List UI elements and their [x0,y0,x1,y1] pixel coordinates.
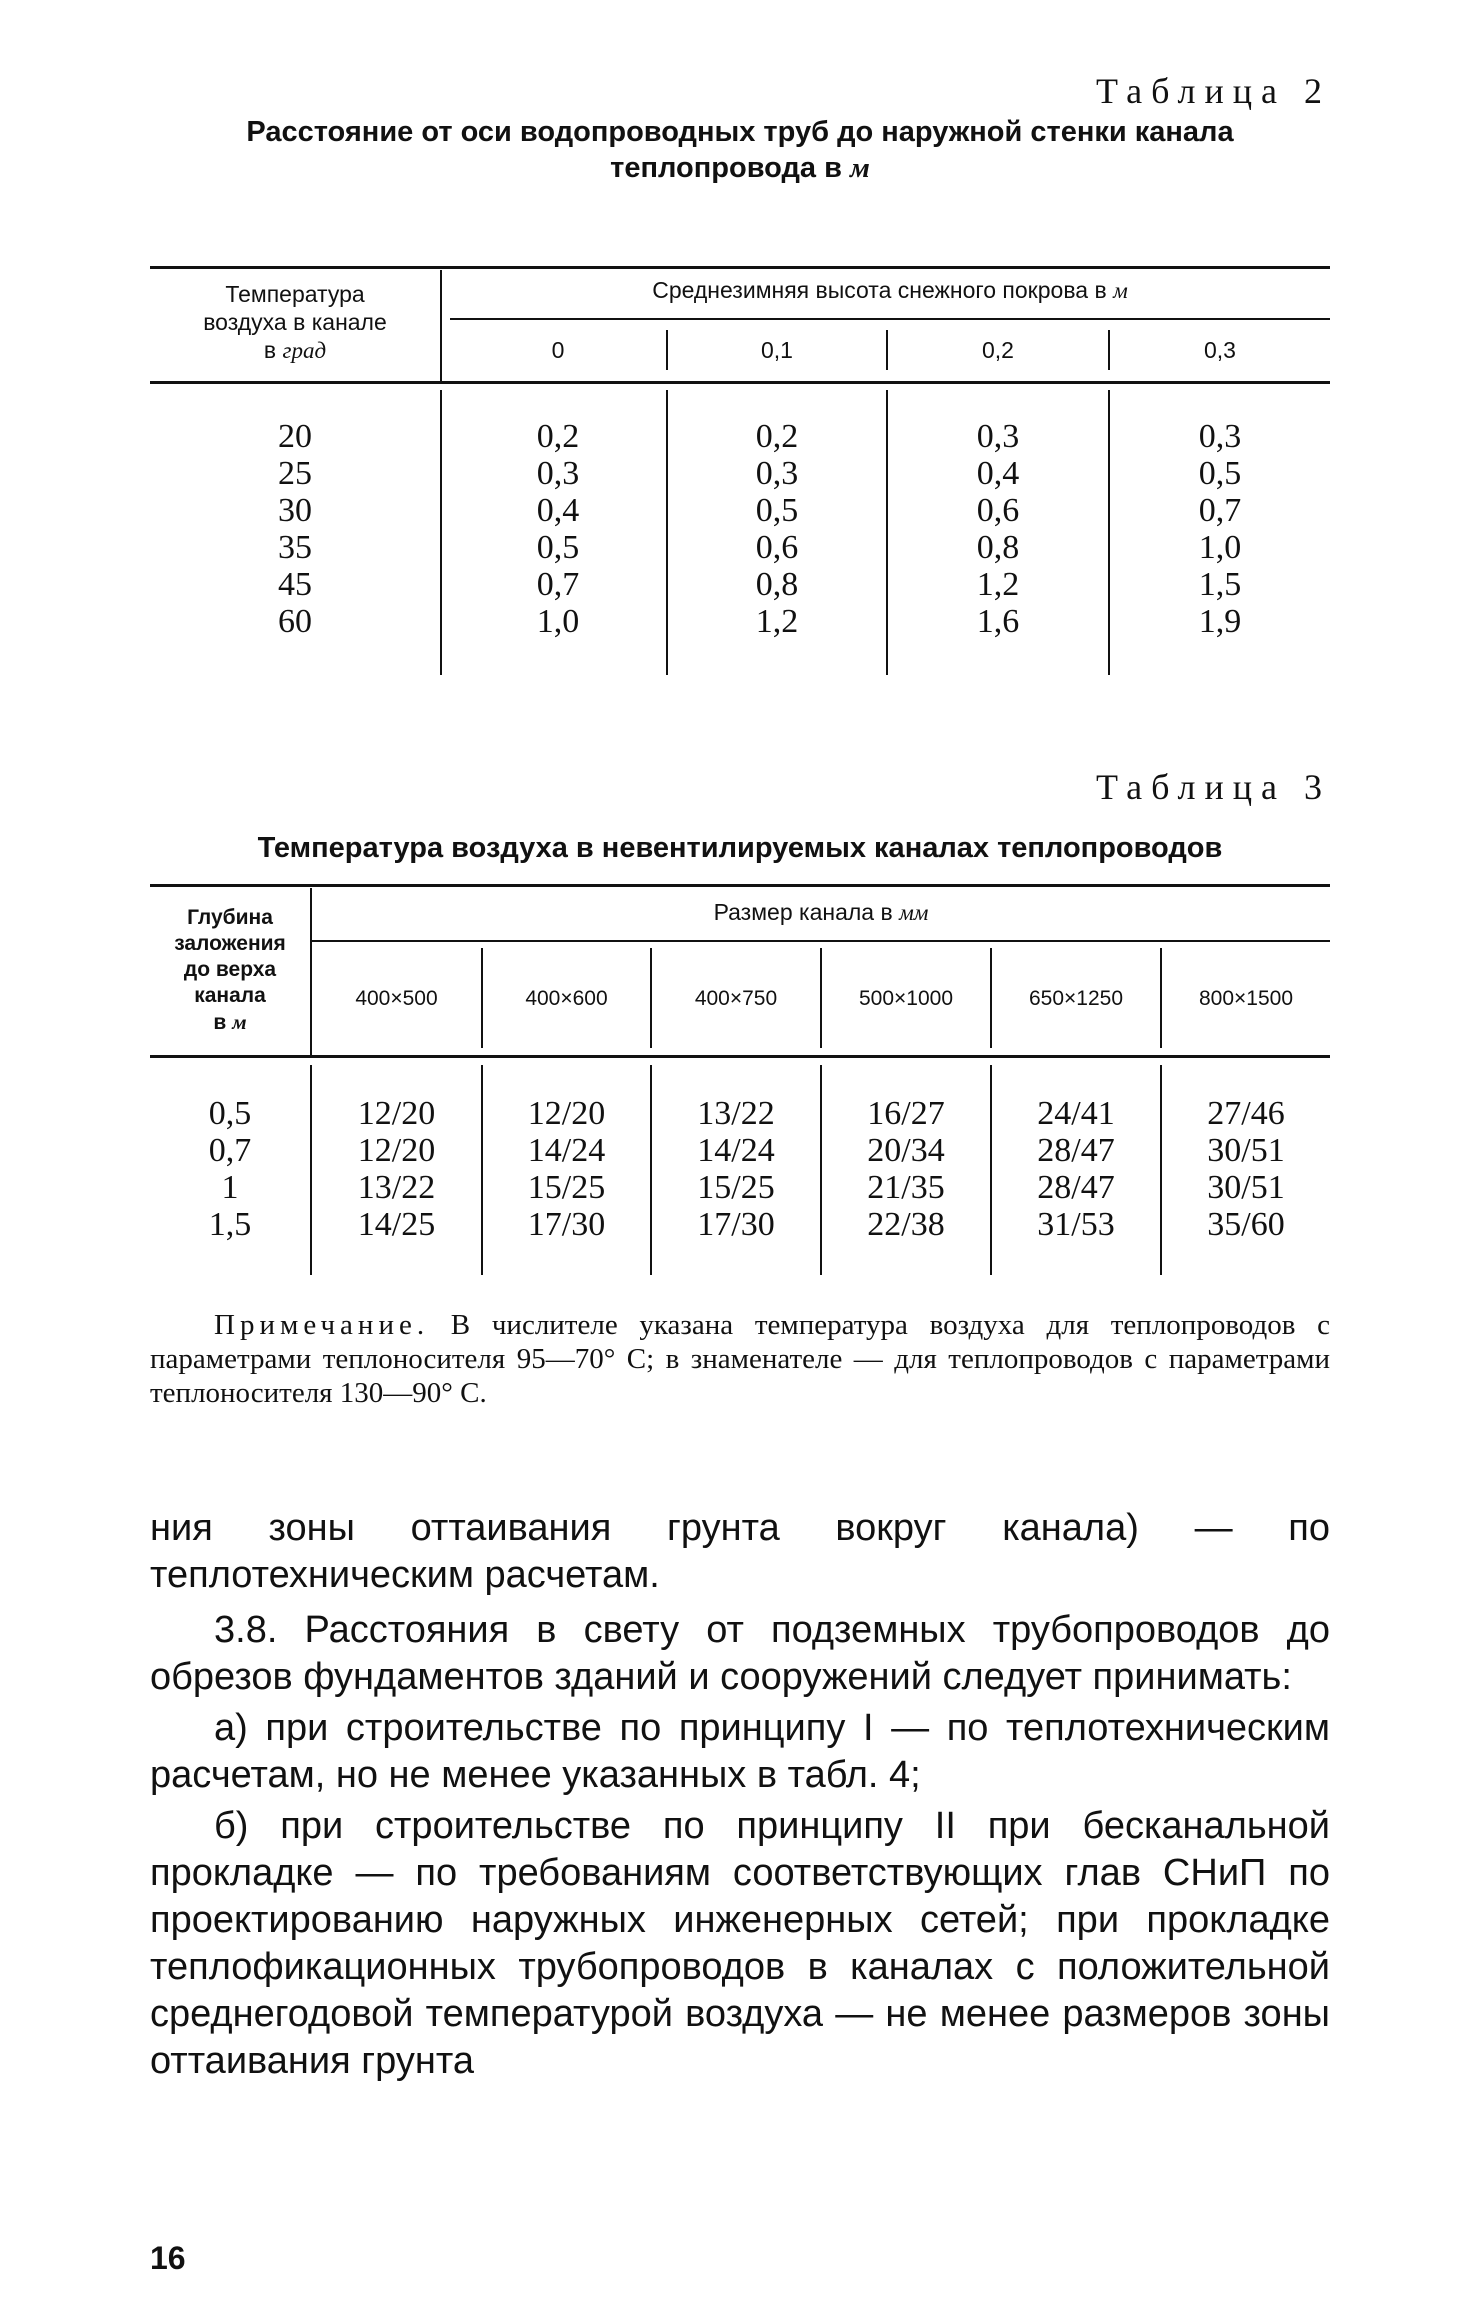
table2-column [450,418,666,640]
table3-note [150,1308,1330,1410]
table2-column [1110,418,1330,640]
table3-cell: 12/20 [357,1132,436,1169]
page-number: 16 [150,2240,186,2276]
table3-cell: 24/41 [1037,1095,1115,1132]
body-paragraph: б) при строительстве по принципу II при бесканальной прокладке — по требованиям соответствующих глав СНиП по проектированию наружных инженерных сетей; при прокладке теплофикационных трубопроводов в каналах с положительной среднегодовой температурой воздуха — не менее размеров зоны оттаивания грунта [150,1805,1330,2082]
table2-stub-header-prefix: в [263,337,277,363]
table2-title-text: Расстояние от оси водопроводных труб до наружной стенки канала теплопровода в [246,116,1234,184]
table3-cell: 15/25 [697,1169,775,1206]
table2-stub-divider-header [440,270,442,381]
table2-cell: 0,5 [755,492,799,529]
table2-cell: 0,8 [755,566,799,603]
table3-row-label: 0,5 [208,1095,252,1132]
table2-cell: 0,3 [1198,418,1242,455]
table2-group-header-text: Среднезимняя высота снежного покрова в [652,277,1107,303]
table3-stub-unit: м [232,1010,247,1034]
table3-top-rule [150,884,1330,887]
table2-cell: 0,5 [1198,455,1242,492]
table3-cell: 20/34 [867,1132,945,1169]
table3-cell: 28/47 [1037,1132,1115,1169]
table3-stub-header [150,905,310,1036]
table3-column [483,1095,650,1243]
table2-column [668,418,886,640]
table3-cell: 30/51 [1207,1169,1285,1206]
table2-row-label: 45 [278,566,312,603]
table3-column [312,1095,481,1243]
table2-group-header [450,276,1330,305]
table2-row-label: 60 [278,603,312,640]
table2-header-rule [150,381,1330,384]
table2-cell: 0,2 [755,418,799,455]
table3-cell: 14/24 [527,1132,606,1169]
table3-header-divider [312,940,1330,942]
table3-column [992,1095,1160,1243]
table2-stub-header-line: Температура [225,281,365,307]
table2-cell: 0,4 [976,455,1020,492]
table3-col-header: 500×1000 [858,987,954,1010]
table3-column [1162,1095,1330,1243]
table2-cell: 1,0 [1198,529,1242,566]
body-paragraph: а) при строительстве по принципу I — по теплотехническим расчетам, но не менее указанных в табл. 4; [150,1707,1330,1796]
table3-stub-header-line [150,1009,310,1036]
table3-stub-header-line: заложения [174,932,286,955]
table3-cell: 16/27 [867,1095,945,1132]
table2-col-header: 0,1 [761,337,793,363]
table2-cell: 0,6 [755,529,799,566]
table2-top-rule [150,266,1330,269]
table3-column [652,1095,820,1243]
table3-cell: 17/30 [697,1206,775,1243]
table3-cell: 12/20 [357,1095,436,1132]
table2-label: Таблица 2 [1096,71,1331,111]
table3-header-rule [150,1055,1330,1058]
table2-col-header: 0,3 [1204,337,1236,363]
table3-label: Таблица 3 [1096,767,1331,807]
table2-cell: 1,9 [1198,603,1242,640]
table2-group-unit: м [1113,278,1128,303]
table3-group-unit: мм [899,900,929,925]
table3-row-label: 1,5 [208,1206,252,1243]
table3-cell: 13/22 [357,1169,436,1206]
table2-row-label: 30 [278,492,312,529]
table3-row-label: 1 [221,1169,239,1206]
table3-column [822,1095,990,1243]
table2-cell: 0,4 [536,492,580,529]
table2-col-header: 0 [551,337,565,363]
table3-title: Температура воздуха в невентилируемых каналах теплопроводов [257,832,1223,864]
table3-stub-header-line: Глубина [187,906,273,929]
table3-col-header: 800×1500 [1198,987,1294,1010]
table3-group-header-text: Размер канала в [713,899,893,925]
table2-row-label: 25 [278,455,312,492]
table3-col-header: 400×750 [694,987,778,1010]
table3-group-header [312,898,1330,927]
table3-note-text: В числителе указана температура воздуха для теплопроводов с параметрами теплоносителя 95—70° С; в знаменателе — для теплопроводов с параметрами теплоносителя 130—90° С. [150,1309,1330,1409]
table3-cell: 35/60 [1207,1206,1285,1243]
table3-row-label: 0,7 [208,1132,252,1169]
table3-cell: 14/24 [697,1132,775,1169]
body-text [150,1505,1330,2085]
table3-stub-header-line: канала [194,984,266,1007]
table3-cell: 28/47 [1037,1169,1115,1206]
table3-col-header: 650×1250 [1028,987,1124,1010]
table3-cell: 15/25 [527,1169,606,1206]
table2-stub-divider-body [440,390,442,675]
table2-cell: 0,3 [755,455,799,492]
table2-cell: 0,3 [536,455,580,492]
table3-cell: 27/46 [1207,1095,1285,1132]
table3-note-label: Примечание. [214,1309,430,1341]
table3-row-labels [150,1095,310,1243]
body-paragraph: 3.8. Расстояния в свету от подземных трубопроводов до обрезов фундаментов зданий и сооружений следует принимать: [150,1609,1330,1698]
table3-cell: 14/25 [357,1206,436,1243]
table2-cell: 0,2 [536,418,580,455]
table2-col-header: 0,2 [982,337,1014,363]
table2-stub-header-line: воздуха в канале [203,309,387,335]
table2-stub-header [150,280,440,365]
table2-cell: 0,5 [536,529,580,566]
table2-cell: 1,2 [755,603,799,640]
table2-cell: 1,0 [536,603,580,640]
table3-cell: 30/51 [1207,1132,1285,1169]
table2-column [888,418,1108,640]
table3-cell: 17/30 [527,1206,606,1243]
table2-cell: 0,6 [976,492,1020,529]
table2-cell: 1,2 [976,566,1020,603]
table3-col-header: 400×500 [355,987,438,1010]
table2-cell: 0,8 [976,529,1020,566]
table2-row-label: 20 [278,418,312,455]
table3-cell: 31/53 [1037,1206,1115,1243]
table3-stub-header-prefix: в [213,1011,227,1034]
table2-title [150,114,1330,186]
table3-stub-header-line: до верха [183,958,277,981]
body-paragraph: ния зоны оттаивания грунта вокруг канала) — по теплотехническим расчетам. [150,1507,1330,1596]
table3-cell: 22/38 [867,1206,945,1243]
table2-cell: 0,7 [1198,492,1242,529]
table3-cell: 12/20 [527,1095,606,1132]
table3-cell: 21/35 [867,1169,945,1206]
table2-title-unit: м [849,152,870,184]
table2-cell: 0,7 [536,566,580,603]
table3-col-header: 400×600 [525,987,608,1010]
table2-header-divider [450,318,1330,320]
table2-stub-unit: град [282,338,327,363]
table2-row-label: 35 [278,529,312,566]
table2-row-labels [150,418,440,640]
table3-cell: 13/22 [697,1095,775,1132]
table2-stub-header-line [150,336,440,365]
table2-cell: 1,5 [1198,566,1242,603]
table2-cell: 1,6 [976,603,1020,640]
table2-cell: 0,3 [976,418,1020,455]
